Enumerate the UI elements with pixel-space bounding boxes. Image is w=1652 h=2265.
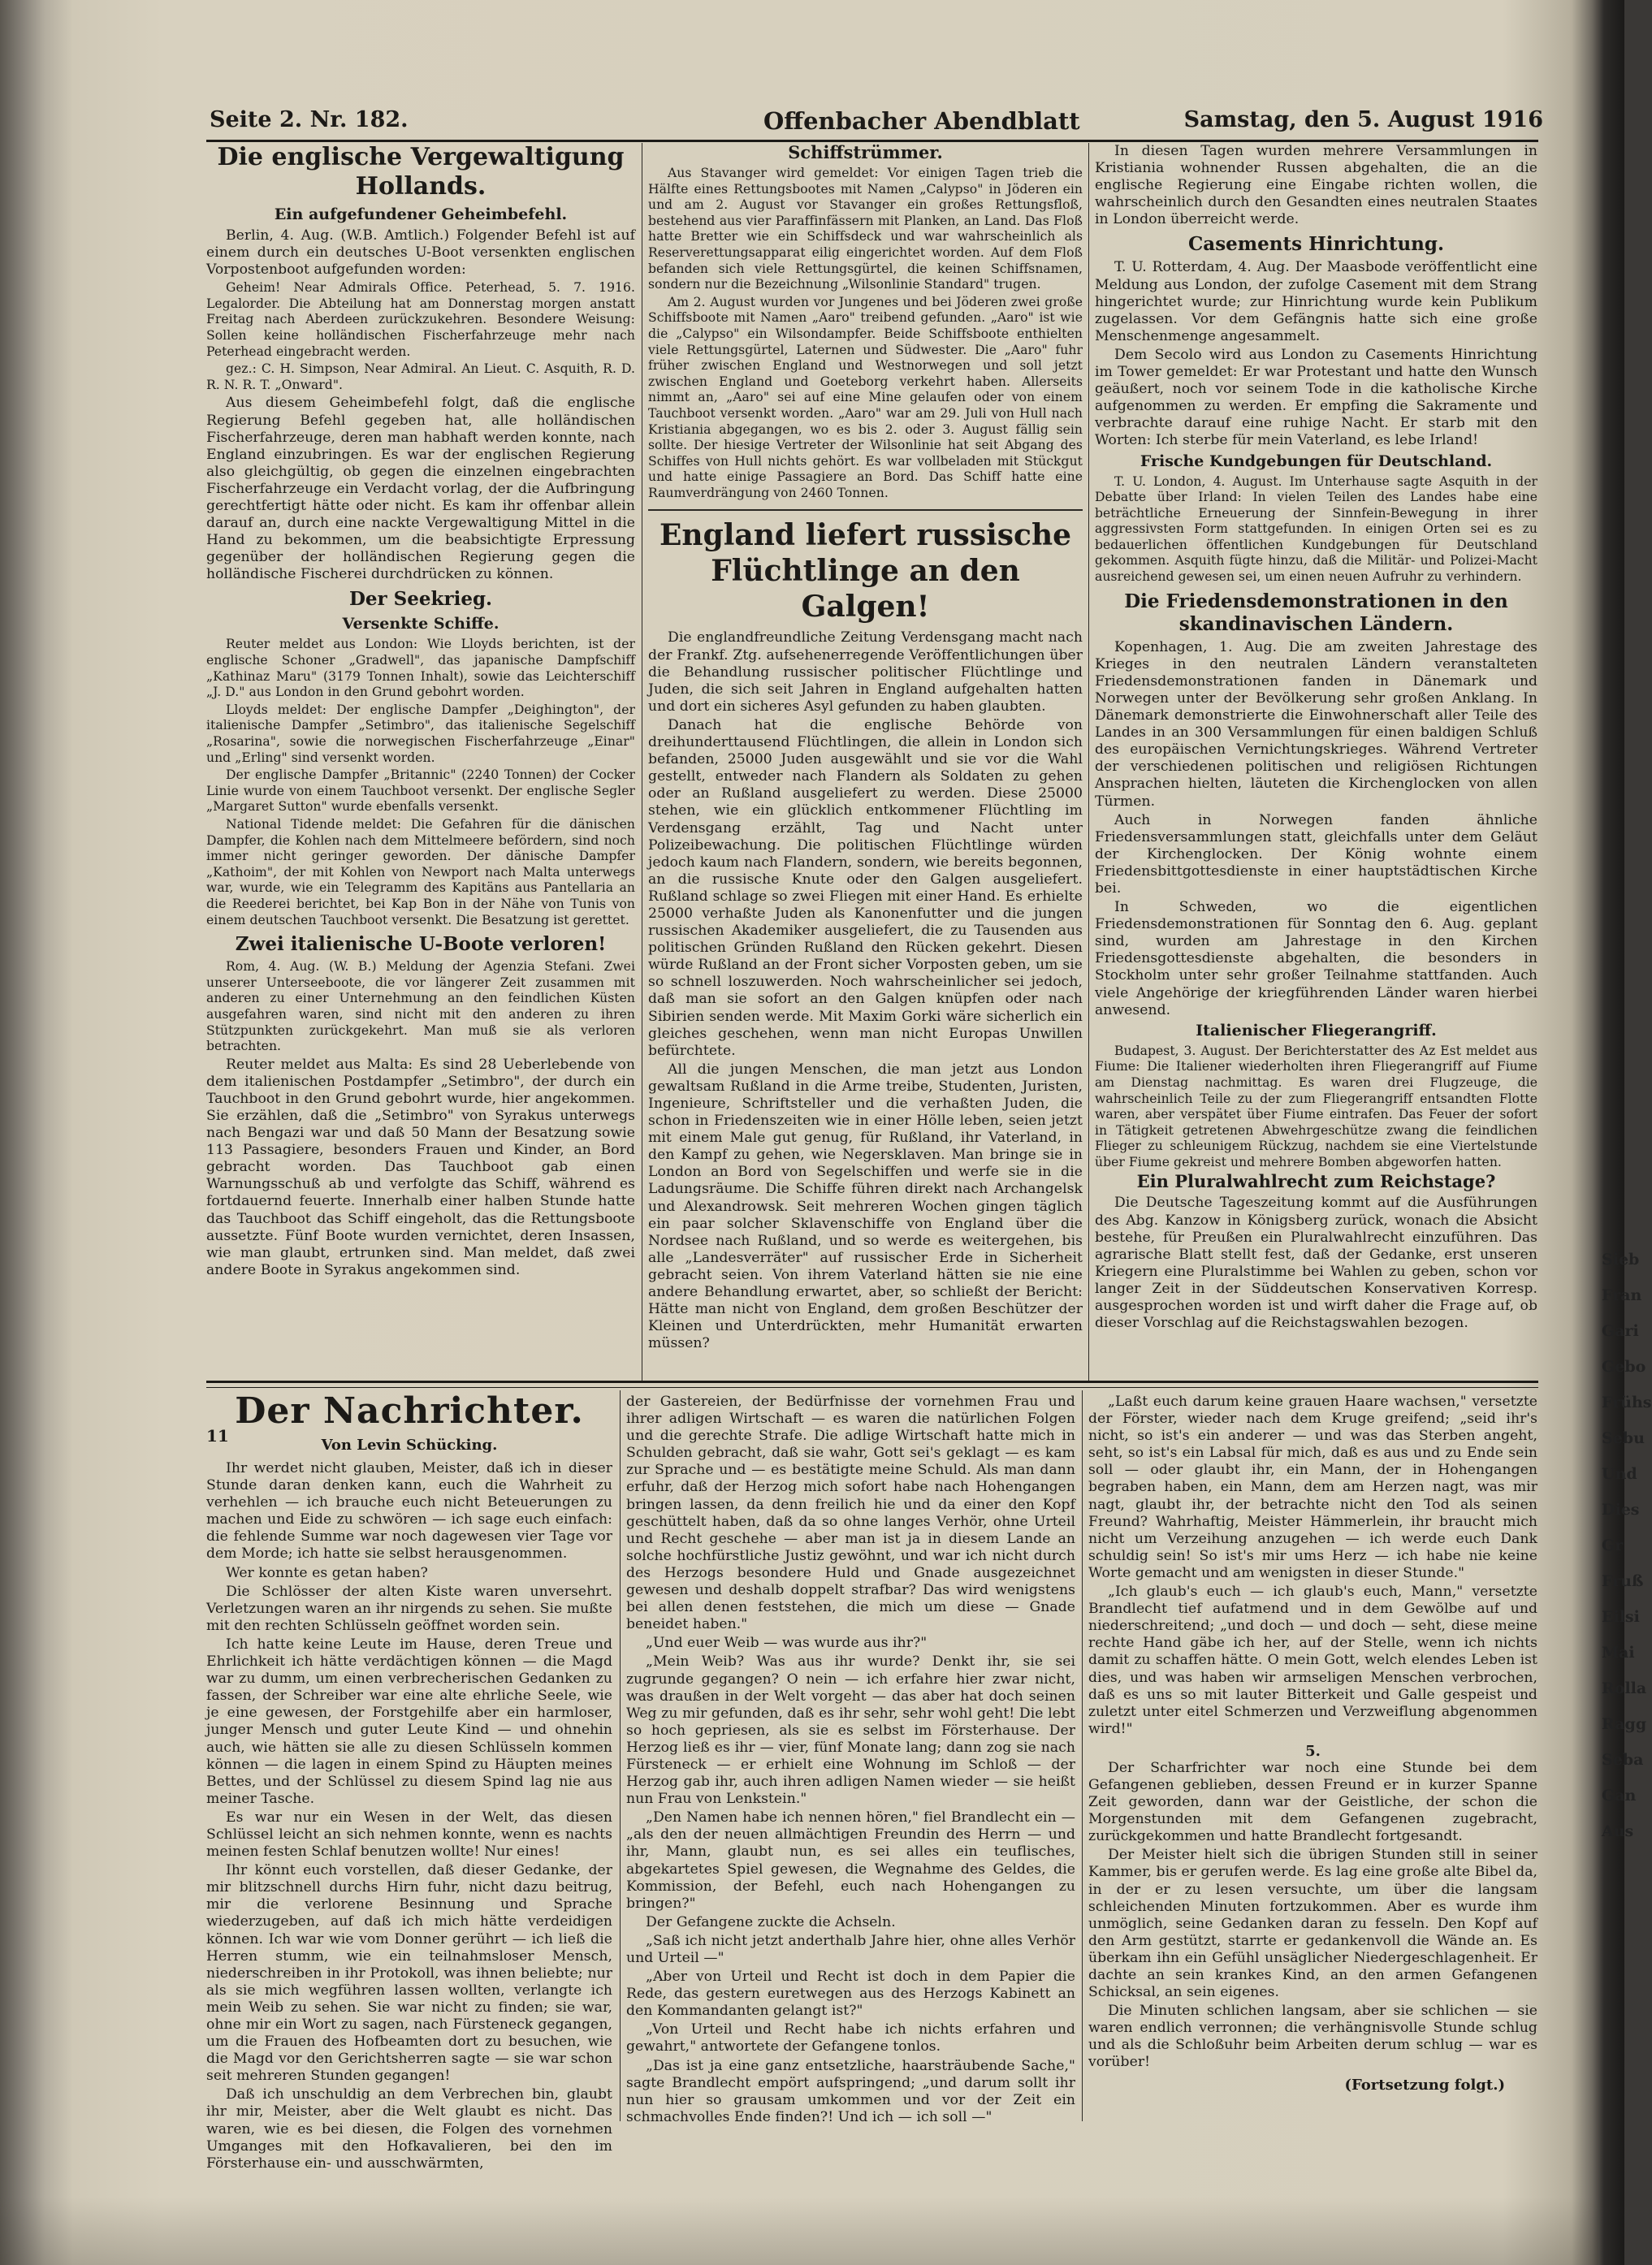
edge-fragment: Sieb bbox=[1602, 1251, 1640, 1269]
edge-fragment: Aus bbox=[1602, 1822, 1634, 1840]
edge-fragment: Gebo bbox=[1602, 1358, 1646, 1376]
feuilleton-column-2 bbox=[626, 1394, 1075, 2230]
headline-schiffstruemmer: Schiffstrümmer. bbox=[788, 142, 943, 162]
paragraph: der Gastereien, der Bedürfnisse der vornehmen Frau und ihrer adligen Wirtschaft — es waren die natürlichen Folgen und die gerechte Strafe. Die adlige Wirtschaft hatte mich in Schulden gebracht, daß sie wahr, Gott sei's geklagt — es kam zur Sprache und — es bestätigte meine Schuld. Als man dann erfuhr, daß der Herzog mich sofort habe nach Hohengangen bringen lassen, da denn freilich hie und da einer den Kopf geschüttelt haben, daß da so ohne langes Verhör, ohne Urteil und Recht geschehe — aber man ist ja in diesem Lande an solche hochfürstliche Justiz gewöhnt, und war ich nicht durch des Herzogs besondere Huld und Gnade ausgezeichnet gewesen und deshalb doppelt strafbar? Das wird wenigstens bei allen denen feststehen, die mich um diese — Gnade beneidet haben." bbox=[626, 1394, 1075, 1633]
column-rule bbox=[1088, 143, 1089, 1381]
paragraph: National Tidende meldet: Die Gefahren für die dänischen Dampfer, die Kohlen nach dem Mittelmeere befördern, sind noch immer nicht geringer geworden. Der dänische Dampfer „Kathoim", der mit Kohlen von Newport nach Malta unterwegs war, wurde, wie ein Telegramm des Kapitäns aus Pantellaria an die Reederei berichtet, bei Kap Bon in der Nähe von Tunis von einem deutschen Tauchboot versenkt. Die Besatzung ist gerettet. bbox=[206, 817, 635, 927]
continued-note: (Fortsetzung folgt.) bbox=[1344, 2076, 1505, 2094]
edge-fragment: Rolla bbox=[1602, 1679, 1647, 1697]
feuilleton-column-1 bbox=[206, 1390, 612, 2227]
edge-fragment: Eilsi bbox=[1602, 1608, 1640, 1626]
feuilleton-byline: Von Levin Schücking. bbox=[321, 1437, 498, 1454]
paragraph: Die englandfreundliche Zeitung Verdensgang macht nach der Frankf. Ztg. aufsehenerregende Veröffentlichungen über die Behandlung russischer politischer Flüchtlinge und Juden, die sich seit Jahren in England aufgehalten hatten und dort ein sicheres Asyl gefunden zu haben glaubten. bbox=[648, 629, 1083, 715]
paragraph: „Das ist ja eine ganz entsetzliche, haarsträubende Sache," sagte Brandlecht empört aufspringend; „und darum sollt ihr nun hier so grausam umkommen und vor der Zeit ein schmachvolles Ende finden?! Und ich — ich soll —" bbox=[626, 2057, 1075, 2125]
paragraph: Aus diesem Geheimbefehl folgt, daß die englische Regierung Befehl gegeben hat, alle holländischen Fischerfahrzeuge, deren man habhaft werden konnte, nach England einzubringen. Es war der englischen Regierung also gleichgültig, ob gegen die einzelnen eingebrachten Fischerfahrzeuge ein Verdacht vorlag, der die Aufbringung gerechtfertigt hätte oder nicht. Es kam ihr offenbar allein darauf an, durch eine nackte Vergewaltigung Mittel in die Hand zu bekommen, um die beabsichtigte Erpressung gegenüber der holländischen Regierung gegen die holländische Fischerei durchdrücken zu können. bbox=[206, 395, 635, 583]
edge-fragment: Fruß bbox=[1602, 1572, 1644, 1590]
paragraph: Die Minuten schlichen langsam, aber sie schlichen — sie waren endlich verronnen; die verhängnisvolle Stunde schlug und als die Schloßuhr beim Arbeiten derum schlug — war es vorüber! bbox=[1088, 2003, 1537, 2071]
paragraph: „Aber von Urteil und Recht ist doch in dem Papier die Rede, das gestern euretwegen aus des Herzogs Kabinett an den Kommandanten gelangt ist?" bbox=[626, 1969, 1075, 2020]
paragraph: T. U. London, 4. August. Im Unterhause sagte Asquith in der Debatte über Irland: In vielen Teilen des Landes habe eine beträchtliche Erneuerung der Sinnfein-Bewegung in ihrer aggressivsten Form stattgefunden. In einigen Orten sei es zu bedauerlichen öffentlichen Kundgebungen für Deutschland gekommen. Asquith fügte hinzu, daß die Militär- und Polizei-Macht ausreichend gewesen sei, um einen neuen Aufruhr zu verhindern. bbox=[1095, 473, 1537, 585]
column-3 bbox=[1095, 143, 1537, 1377]
column-rule bbox=[620, 1390, 621, 2121]
paragraph: Der englische Dampfer „Britannic" (2240 Tonnen) der Cocker Linie wurde von einem Tauchboot versenkt. Der englische Segler „Margaret Sutton" wurde ebenfalls versenkt. bbox=[206, 767, 635, 815]
paragraph: In diesen Tagen wurden mehrere Versammlungen in Kristiania wohnender Russen abgehalten, die an die englische Regierung eine Eingabe richten wollen, die wahrscheinlich durch den Gesandten eines neutralen Staates in London überreicht werde. bbox=[1095, 143, 1537, 228]
paragraph: „Ich glaub's euch — ich glaub's euch, Mann," versetzte Brandlecht tief aufatmend und in dem Gewölbe auf und niederschreitend; „und doch — und doch — seht, diese meine rechte Hand gäbe ich her, auf der Stelle, wenn ich nichts damit zu schaffen hätte. O mein Gott, welch elendes Leben ist dies, und was haben wir armseligen Menschen verbrochen, daß es uns so mit lauter Bitterkeit und Galle gespeist und zuletzt unter eitel Schmerzen und Verzweiflung abgenommen wird!" bbox=[1088, 1584, 1537, 1737]
paragraph: Die Schlösser der alten Kiste waren unversehrt. Verletzungen waren an ihr nirgends zu sehen. Sie mußte mit den rechten Schlüsseln geöffnet worden sein. bbox=[206, 1583, 612, 1634]
paragraph: „Von Urteil und Recht habe ich nichts erfahren und gewahrt," antwortete der Gefangene tonlos. bbox=[626, 2021, 1075, 2055]
edge-fragment: Gan bbox=[1602, 1787, 1637, 1805]
paragraph: Wer konnte es getan haben? bbox=[226, 1564, 428, 1581]
feuilleton-rule-thin bbox=[206, 1387, 1538, 1388]
column-2 bbox=[648, 143, 1083, 1377]
masthead bbox=[203, 101, 1543, 138]
subhead-versenkte-schiffe: Versenkte Schiffe. bbox=[342, 615, 499, 633]
serial-number: 11 bbox=[206, 1426, 229, 1446]
paragraph: Ihr könnt euch vorstellen, daß dieser Gedanke, der mir blitzschnell durchs Hirn fuhr, nicht dazu beitrug, mir die verlorene Besinnung und Sprache wiederzugeben, auf daß ich mich hätte verdeidigen können. Ich war wie vom Donner gerührt — ich ließ die Herren stumm, wie ein teilnahmsloser Mensch, niederschreiben in ihr Protokoll, was ihnen beliebte; nur als sie mich wegführen lassen wollten, verlangte ich mein Weib zu sehen. Sie war nicht zu finden; sie war, ohne mir ein Wort zu sagen, nach Fürsteneck gegangen, um die Frauen des Hofbeamten dort zu besuchen, wie die Magd vor den Gerichtsherren sagte — sie war schon seit mehreren Stunden gegangen! bbox=[206, 1862, 612, 2085]
headline-fliegerangriff: Italienischer Fliegerangriff. bbox=[1196, 1021, 1437, 1040]
paragraph: In Schweden, wo die eigentlichen Friedensdemonstrationen für Sonntag den 6. Aug. geplant sind, wurden am Jahrestage in den Kirchen Friedensgottesdienste abgehalten, die besonders in Stockholm unter sehr großer Teilnahme stattfanden. Auch viele Angehörige der kriegführenden Länder waren hierbei anwesend. bbox=[1095, 899, 1537, 1018]
paragraph: Dem Secolo wird aus London zu Casements Hinrichtung im Tower gemeldet: Er war Protestant und hatte den Wunsch geäußert, noch vor seinem Tode in die katholische Kirche aufgenommen zu werden. Er empfing die Sakramente und verbrachte darauf eine ruhige Nacht. Er starb mit den Worten: Ich sterbe für mein Vaterland, es lebe Irland! bbox=[1095, 346, 1537, 449]
paragraph: „Laßt euch darum keine grauen Haare wachsen," versetzte der Förster, wieder nach dem Kruge greifend; „seid ihr's nicht, so ist's ein anderer — und was das Sterben angeht, seht, so ist's ein Labsal für mich, daß es aus und zu Ende sein soll — oder glaubt ihr, ein Mann, der in Hohengangen begraben haben, ein Mann, dem am Herzen nagt, was mir nagt, glaubt ihr, der betrachte nicht den Tod als seinen Freund? Wahrhaftig, Meister Hämmerlein, ihr braucht mich nicht um Verzeihung anzugehen — ich werde euch Dank schuldig sein! So ist's mir ums Herz — ich habe nie keine Worte gemacht und am wenigsten in dieser Stunde." bbox=[1088, 1394, 1537, 1581]
headline-uboote: Zwei italienische U-Boote verloren! bbox=[235, 933, 607, 956]
paragraph: Reuter meldet aus London: Wie Lloyds berichten, ist der englische Schoner „Gradwell", das japanische Dampfschiff „Kathinaz Maru" (3179 Tonnen Inhalt), sowie das Leichterschiff „J. D." aus London in den Grund gebohrt worden. bbox=[206, 637, 635, 700]
paragraph: Daß ich unschuldig an dem Verbrechen bin, glaubt ihr mir, Meister, aber die Welt glaubt es nicht. Das waren, wie es bei diesen, die Folgen des vornehmen Umganges mit den Hofkavalieren, bei den im Försterhause ein- und ausschwärmten, bbox=[206, 2086, 612, 2172]
feuilleton-column-3 bbox=[1088, 1394, 1537, 2230]
paragraph: Der Gefangene zuckte die Achseln. bbox=[646, 1913, 896, 1930]
edge-fragment: Ragg bbox=[1602, 1715, 1647, 1733]
paragraph: Die Deutsche Tageszeitung kommt auf die Ausführungen des Abg. Kanzow in Königsberg zurück, wonach die Absicht bestehe, für Preußen ein Pluralwahlrecht einzuführen. Das agrarische Blatt stellt fest, daß der Gedanke, erst unseren Kriegern eine Pluralstimme bei Wahlen zu geben, schon vor langer Zeit in der Süddeutschen Konservativen Korresp. ausgesprochen worden ist und wirft daher die Frage auf, ob dieser Vorschlag auf die Reichstagswahlen bezogen. bbox=[1095, 1195, 1537, 1332]
adjacent-page-fragments bbox=[1602, 1251, 1652, 1982]
paragraph: „Den Namen habe ich nennen hören," fiel Brandlecht ein — „als den der neuen allmächtigen Freundin des Herrn — und ihr, Mann, glaubt nun, es sei alles ein teuflisches, abgekartetes Spiel gewesen, die Wegnahme des Geldes, die Kommission, der Befehl, euch nach Hohengangen zu bringen?" bbox=[626, 1809, 1075, 1912]
edge-fragment: Dies bbox=[1602, 1501, 1640, 1519]
newspaper-title: Offenbacher Abendblatt bbox=[763, 107, 1080, 135]
headline-seekrieg: Der Seekrieg. bbox=[348, 588, 493, 611]
paragraph: Budapest, 3. August. Der Berichterstatter des Az Est meldet aus Fiume: Die Italiener wiederholten ihren Fliegerangriff auf Fiume am Dienstag nachmittag. Es waren drei Flugzeuge, die wahrscheinlich Teile zu der zum Fliegerangriff entsandten Flotte waren, aber verspätet über Fiume eintrafen. Das Feuer der sofort in Tätigkeit getretenen Abwehrgeschütze zwang die feindlichen Flieger zu schleunigem Rückzug, nachdem sie eine Viertelstunde über Fiume gekreist und mehrere Bomben abgeworfen hatten. bbox=[1095, 1043, 1537, 1169]
paragraph: Der Meister hielt sich die übrigen Stunden still in seiner Kammer, bis er gerufen werde. Es lag eine große alte Bibel da, in der er zu lesen versuchte, um über die langsam schleichenden Minuten fortzukommen. Aber es wurde ihm unmöglich, seine Gedanken daran zu fesseln. Den Kopf auf den Arm gestützt, starrte er gedankenvoll die Wände an. Es überkam ihn ein Gefühl unsäglicher Niedergeschlagenheit. Er dachte an sein krankes Kind, an den armen Gefangenen Schicksal, an sein eigenes. bbox=[1088, 1847, 1537, 2001]
paragraph: Aus Stavanger wird gemeldet: Vor einigen Tagen trieb die Hälfte eines Rettungsbootes mit Namen „Calypso" in Jöderen ein und am 2. August vor Stavanger ein großes Rettungsfloß, bestehend aus vier Paraffinfässern mit Planken, an Land. Das Floß hatte Bretter wie ein Schiffsdeck und war wahrscheinlich als Reserverettungsapparat eilig eingerichtet worden. Auf dem Floß befanden sich viele Rettungsgürtel, die keinen Schiffsnamen, sondern nur die Bezeichnung „Wilsonlinie Standard" trugen. bbox=[648, 166, 1083, 292]
paragraph: Rom, 4. Aug. (W. B.) Meldung der Agenzia Stefani. Zwei unserer Unterseeboote, die vor längerer Zeit zusammen mit anderen zu einer Unternehmung an den feindlichen Küsten ausgefahren waren, sind nicht mit den anderen zu ihren Stützpunkten zurückgekehrt. Man muß sie als verloren betrachten. bbox=[206, 959, 635, 1054]
edge-fragment: Mai bbox=[1602, 1644, 1635, 1662]
paragraph: All die jungen Menschen, die man jetzt aus London gewaltsam Rußland in die Arme treibe, Studenten, Juristen, Ingenieure, Schriftsteller und die verhaßten Juden, die schon in Friedenszeiten wie in einer Hölle leben, seien jetzt mit einem Male gut genug, für Rußland, ihr Vaterland, in den Kampf zu gehen, wie Negersklaven. Man bringe sie in London an Bord von Segelschiffen und werfe sie in die Ladungsräume. Die Schiffe führen direkt nach Archangelsk und Alexandrowsk. Seit mehreren Wochen gingen täglich ein paar solcher Sklavenschiffe von England über die Nordsee nach Rußland, und so werde es weitergehen, bis alle „Landesverräter" auf russischer Erde in Sicherheit gebracht seien. Von ihrem Vaterland hätten sie nie eine andere Behandlung erwartet, aber, so schließt der Bericht: Hätte man nicht von England, dem großen Beschützer der Kleinen und Unterdrückten, mehr Humanität erwarten müssen? bbox=[648, 1061, 1083, 1352]
edge-fragment: Und bbox=[1602, 1465, 1637, 1483]
paragraph: Am 2. August wurden vor Jungenes und bei Jöderen zwei große Schiffsboote mit Namen „Aaro" treibend gefunden. „Aaro" ist wie die „Calypso" ein Wilsondampfer. Beide Schiffsboote enthielten viele Rettungsgürtel, Laternen und Südwester. Die „Aaro" fuhr früher zwischen England und Westnorwegen und soll jetzt zwischen England und Goeteborg verkehrt haben. Allerseits nimmt an, „Aaro" sei auf eine Mine gelaufen oder von einem Tauchboot versenkt worden. „Aaro" war am 29. Juli von Hull nach Kristiania abgegangen, wo es bis 2. oder 3. August fällig sein sollte. Der hiesige Vertreter der Wilsonlinie hat seit Abgang des Schiffes von Hull nichts gehört. Es war vollbeladen mit Stückgut und hatte einige Passagiere an Bord. Das Schiff hatte eine Raumverdrängung von 2460 Tonnen. bbox=[648, 294, 1083, 500]
column-rule bbox=[1082, 1390, 1083, 2121]
edge-fragment: Fran bbox=[1602, 1286, 1642, 1304]
paragraph: Reuter meldet aus Malta: Es sind 28 Ueberlebende von dem italienischen Postdampfer „Setimbro", der durch ein Tauchboot in den Grund gebohrt wurde, hier angekommen. Sie erzählen, daß die „Setimbro" von Syrakus unterwegs nach Bengazi war und daß 50 Mann der Besatzung sowie 113 Passagiere, besonders Frauen und Kinder, an Bord gebracht worden. Das Tauchboot gab einen Warnungsschuß ab und verfolgte das Schiff, während es fortdauernd feuerte. Innerhalb einer halben Stunde hatte das Tauchboot das Schiff eingeholt, das die Rettungsboote aussetzte. Fünf Boote wurden vernichtet, deren Insassen, wie man glaubt, ertrunken sind. Man meldet, daß zwei andere Boote in Syrakus angekommen sind. bbox=[206, 1056, 635, 1278]
chapter-number: 5. bbox=[1305, 1742, 1321, 1760]
paragraph: Ihr werdet nicht glauben, Meister, daß ich in dieser Stunde daran denken kann, euch die Wahrheit zu verhehlen — ich brauche euch nicht Beteuerungen zu machen und Eide zu schwören — ich sage euch einfach: die fehlende Summe war noch dagewesen vier Tage vor dem Morde; ich hatte sie selbst herausgenommen. bbox=[206, 1460, 612, 1563]
paragraph: Ich hatte keine Leute im Hause, deren Treue und Ehrlichkeit ich hätte verdächtigen können — die Magd war zu dumm, um einen verbrecherischen Gedanken zu fassen, der Schreiber war eine alte ehrliche Seele, wie je eine gewesen, der Forstgehilfe aber ein harmloser, junger Mensch und guter Leute Kind — und ohnehin auch, wie hätten sie alle zu diesen Schlüsseln kommen können — die lagen in einem Spind zu Häupten meines Bettes, und der Schlüssel zu diesem Spind lag nie aus meiner Tasche. bbox=[206, 1636, 612, 1807]
page-number: Seite 2. Nr. 182. bbox=[210, 107, 409, 132]
paragraph: Auch in Norwegen fanden ähnliche Friedensversammlungen statt, gleichfalls unter dem Geläut der Kirchenglocken. Der König wohnte einem Friedensbittgottesdienste in einer hauptstädtischen Kirche bei. bbox=[1095, 811, 1537, 897]
column-1 bbox=[206, 143, 635, 1377]
issue-date: Samstag, den 5. August 1916 bbox=[1183, 107, 1543, 132]
paragraph: „Saß ich nicht jetzt anderthalb Jahre hier, ohne alles Verhör und Urteil —" bbox=[626, 1932, 1075, 1966]
paragraph: Danach hat die englische Behörde von dreihunderttausend Flüchtlingen, die allein in London sich befanden, 25000 Juden ausgewählt und sie vor die Wahl gestellt, entweder nach Flandern als Soldaten zu gehen oder an Rußland ausgeliefert zu werden. Diese 25000 stehen, wie ein glücklich entkommener Flüchtling im Verdensgang erzählt, Tag und Nacht unter Polizeibewachung. Die politischen Flüchtlinge würden jedoch kaum nach Flandern, sondern, wie bereits begonnen, an die russische Knute oder den Galgen ausgeliefert. Rußland schlage so zwei Fliegen mit einer Hand. Es erhielte 25000 verhaßte Juden als Kanonenfutter und die jungen russischen Akademiker ausgeliefert, die zu Tausenden aus politischen Gründen Rußland den Rücken gekehrt. Diesen würde Rußland an der Front sicher Vorposten geben, um sie so schnell loszuwerden. Noch wahrscheinlicher sei jedoch, daß man sie sofort an den Galgen knüpfen oder nach Sibirien senden werde. Mit Maxim Gorki wäre sicherlich ein gleiches geschehen, wenn man nicht Europas Unwillen befürchtete. bbox=[648, 716, 1083, 1059]
edge-fragment: Sebu bbox=[1602, 1429, 1645, 1447]
paragraph: gez.: C. H. Simpson, Near Admiral. An Lieut. C. Asquith, R. D. R. N. R. T. „Onward". bbox=[206, 361, 635, 392]
headline-holland: Die englische Vergewaltigung Hollands. bbox=[217, 143, 625, 201]
paragraph: „Mein Weib? Was aus ihr wurde? Denkt ihr, sie sei zugrunde gegangen? O nein — ich erfahre hier zwar nicht, was draußen in der Welt vorgeht — das aber hat doch seinen Weg zu mir gefunden, daß es ihr sehr, sehr wohl geht! Die lebt so hoch gepriesen, als sie es selbst im Försterhause. Der Herzog ließ es ihr — vier, fünf Monate lang; dann zog sie nach Fürsteneck — er erhielt eine Wohnung im Schloß — der Herzog gab ihr, auch ihren adligen Namen wieder — sie heißt nun Frau von Lenkstein." bbox=[626, 1653, 1075, 1808]
edge-fragment: Frühs bbox=[1602, 1394, 1652, 1411]
subhead-geheimbefehl: Ein aufgefundener Geheimbefehl. bbox=[274, 205, 568, 223]
feuilleton-rule bbox=[206, 1381, 1538, 1383]
paragraph: „Und euer Weib — was wurde aus ihr?" bbox=[646, 1635, 928, 1652]
feuilleton-title: Der Nachrichter. bbox=[235, 1390, 584, 1432]
paragraph: Es war nur ein Wesen in der Welt, das diesen Schlüssel leicht an sich nehmen konnte, wenn es nachts meinen festen Schlaf benutzen wollte! Nur eines! bbox=[206, 1809, 612, 1861]
paragraph: Geheim! Near Admirals Office. Peterhead, 5. 7. 1916. Legalorder. Die Abteilung hat am Donnerstag morgen anstatt Freitag nach Aberdeen zurückzukehren. Besondere Weisung: Sollen keine holländischen Fischerfahrzeuge mehr nach Peterhead eingebracht werden. bbox=[206, 280, 635, 359]
edge-fragment: Seba bbox=[1602, 1751, 1644, 1769]
headline-pluralwahlrecht: Ein Pluralwahlrecht zum Reichstage? bbox=[1136, 1171, 1496, 1192]
separator bbox=[648, 509, 1083, 511]
headline-friedensdemonstrationen: Die Friedensdemonstrationen in den skandinavischen Ländern. bbox=[1124, 590, 1508, 635]
paragraph: Kopenhagen, 1. Aug. Die am zweiten Jahrestage des Krieges in den neutralen Ländern veranstalteten Friedensdemonstrationen fanden in Dänemark und Norwegen unter der Bevölkerung sehr großen Anklang. In Dänemark demonstrierte die Einwohnerschaft aller Teile des Landes in an 300 Versammlungen für einen baldigen Schluß des europäischen Vernichtungskrieges. Während Vertreter der verschiedenen politischen und religiösen Richtungen Ansprachen hielten, läuteten die Kirchenglocken von allen Türmen. bbox=[1095, 638, 1537, 810]
edge-fragment: Gari bbox=[1602, 1322, 1639, 1340]
paragraph: T. U. Rotterdam, 4. Aug. Der Maasbode veröffentlicht eine Meldung aus London, der zufolge Casement mit dem Strang hingerichtet wurde; zur Hinrichtung wurde kein Publikum zugelassen. Vor dem Gefängnis hatte sich eine große Menschenmenge angesammelt. bbox=[1095, 259, 1537, 344]
headline-casement: Casements Hinrichtung. bbox=[1188, 233, 1444, 256]
paragraph: Lloyds meldet: Der englische Dampfer „Deighington", der italienische Dampfer „Setimbro", das italienische Segelschiff „Rosarina", sowie die norwegischen Fischerfahrzeuge „Einar" und „Erling" sind versenkt worden. bbox=[206, 702, 635, 765]
paragraph: Berlin, 4. Aug. (W.B. Amtlich.) Folgender Befehl ist auf einem durch ein deutsches U-Boot versenkten englischen Vorpostenboot aufgefunden worden: bbox=[206, 227, 635, 279]
headline-kundgebungen: Frische Kundgebungen für Deutschland. bbox=[1140, 452, 1493, 470]
paragraph: Der Scharfrichter war noch eine Stunde bei dem Gefangenen geblieben, dessen Freund er in kurzer Spanne Zeit geworden, dann war der Geistliche, der schon die Morgenstunden mit dem Gefangenen zugebracht, zurückgekommen und hatte Brandlecht fortgesandt. bbox=[1088, 1759, 1537, 1845]
headline-england-fluechtlinge: England liefert russische Flüchtlinge an den Galgen! bbox=[659, 518, 1072, 625]
edge-fragment: Gr bbox=[1602, 1537, 1624, 1554]
